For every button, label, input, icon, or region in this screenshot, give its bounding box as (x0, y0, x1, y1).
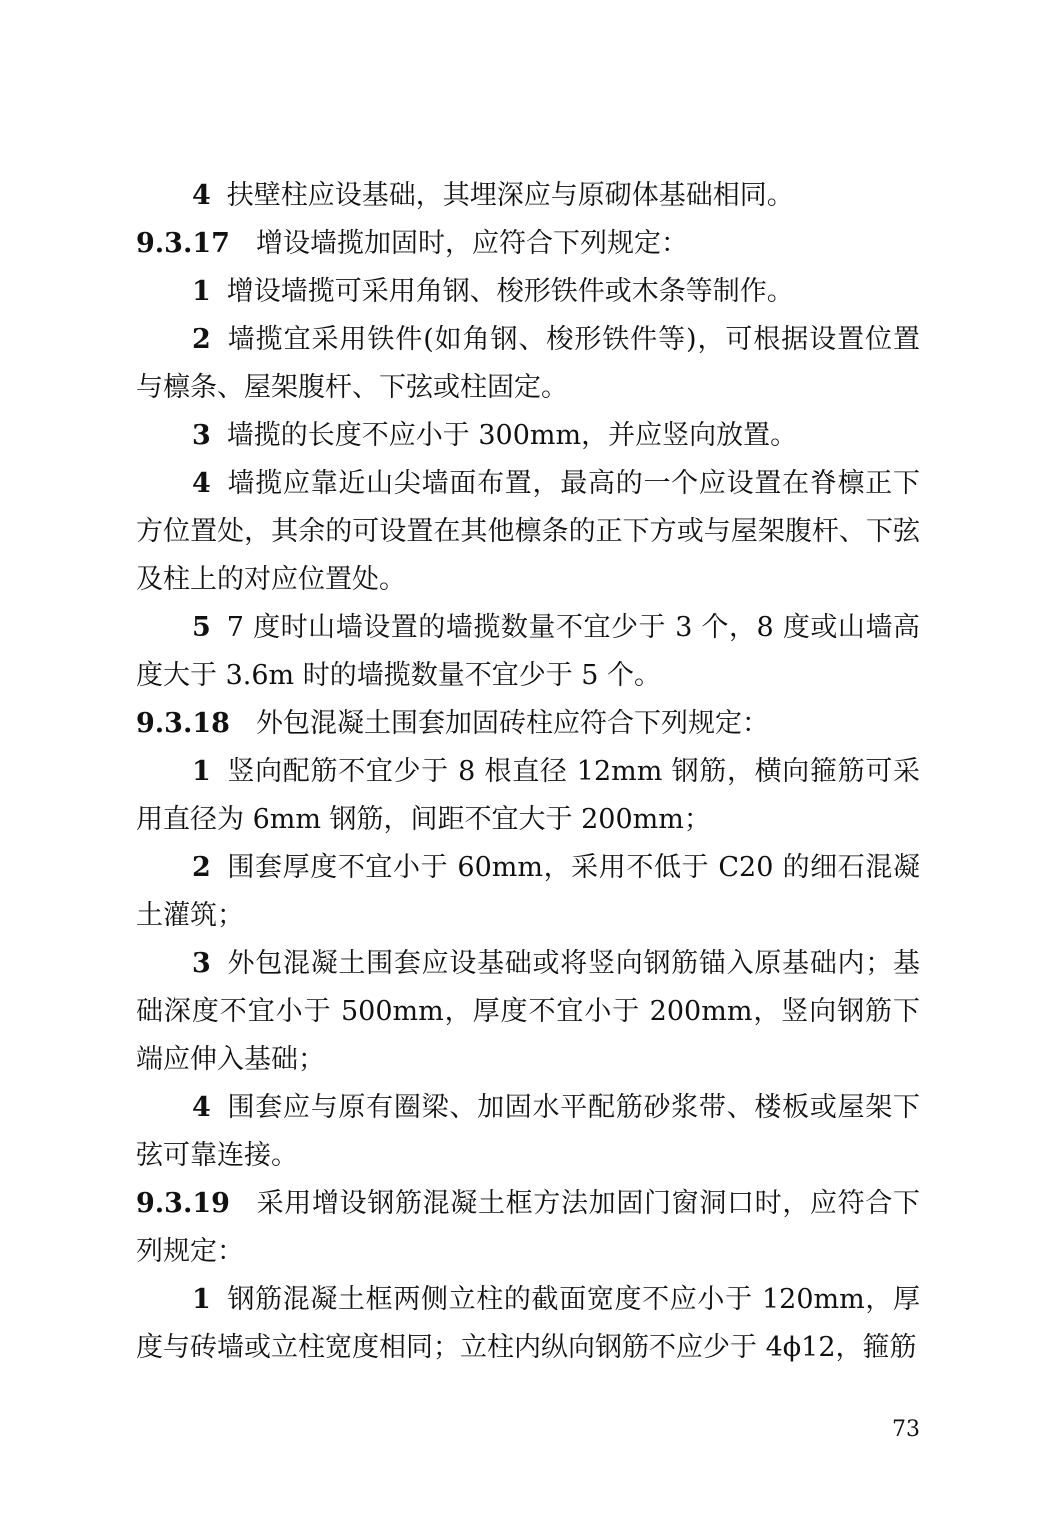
item-text: 墙揽应靠近山尖墙面布置，最高的一个应设置在脊檩正下方位置处，其余的可设置在其他檩条的正下方或与屋架腹杆、下弦及柱上的对应位置处。 (136, 468, 920, 595)
clause-number: 9.3.17 (136, 228, 230, 259)
item-number: 1 (192, 276, 211, 307)
document-body (136, 172, 920, 1372)
item-number: 4 (192, 180, 211, 211)
paragraph-item (136, 1276, 920, 1372)
item-number: 4 (192, 468, 211, 499)
item-text: 增设墙揽可采用角钢、梭形铁件或木条等制作。 (226, 276, 794, 307)
paragraph-item (136, 604, 920, 700)
item-number: 3 (192, 420, 211, 451)
item-number: 4 (192, 1092, 211, 1123)
paragraph-item (136, 940, 920, 1084)
item-text: 墙揽的长度不应小于 300mm，并应竖向放置。 (226, 420, 798, 451)
clause-heading (136, 1180, 920, 1276)
item-number: 1 (192, 756, 211, 787)
item-text: 围套应与原有圈梁、加固水平配筋砂浆带、楼板或屋架下弦可靠连接。 (136, 1092, 920, 1171)
paragraph-item (136, 268, 920, 316)
item-text: 竖向配筋不宜少于 8 根直径 12mm 钢筋，横向箍筋可采用直径为 6mm 钢筋，间距不宜大于 200mm； (136, 756, 920, 835)
paragraph-item (136, 844, 920, 940)
clause-number: 9.3.18 (136, 708, 230, 739)
item-text: 7 度时山墙设置的墙揽数量不宜少于 3 个，8 度或山墙高度大于 3.6m 时的墙揽数量不宜少于 5 个。 (136, 612, 920, 691)
item-text: 墙揽宜采用铁件(如角钢、梭形铁件等)，可根据设置位置与檩条、屋架腹杆、下弦或柱固定。 (136, 324, 920, 403)
clause-number: 9.3.19 (136, 1188, 230, 1219)
paragraph-item (136, 460, 920, 604)
paragraph-item (136, 1084, 920, 1180)
item-number: 1 (192, 1284, 211, 1315)
item-number: 5 (192, 612, 211, 643)
paragraph-item (136, 316, 920, 412)
clause-heading (136, 700, 920, 748)
item-number: 2 (192, 324, 211, 355)
paragraph-item (136, 412, 920, 460)
clause-text: 采用增设钢筋混凝土框方法加固门窗洞口时，应符合下列规定： (136, 1188, 920, 1267)
item-number: 2 (192, 852, 211, 883)
item-text: 钢筋混凝土框两侧立柱的截面宽度不应小于 120mm，厚度与砖墙或立柱宽度相同；立柱内纵向钢筋不应少于 4ϕ12，箍筋 (136, 1284, 920, 1363)
page-number: 73 (892, 1417, 920, 1442)
paragraph-item (136, 748, 920, 844)
clause-heading (136, 220, 920, 268)
paragraph-item (136, 172, 920, 220)
item-number: 3 (192, 948, 211, 979)
item-text: 外包混凝土围套应设基础或将竖向钢筋锚入原基础内；基础深度不宜小于 500mm，厚度不宜小于 200mm，竖向钢筋下端应伸入基础； (136, 948, 920, 1075)
clause-text: 增设墙揽加固时，应符合下列规定： (255, 228, 688, 259)
item-text: 围套厚度不宜小于 60mm，采用不低于 C20 的细石混凝土灌筑； (136, 852, 920, 931)
clause-text: 外包混凝土围套加固砖柱应符合下列规定： (255, 708, 769, 739)
item-text: 扶壁柱应设基础，其埋深应与原砌体基础相同。 (226, 180, 794, 211)
